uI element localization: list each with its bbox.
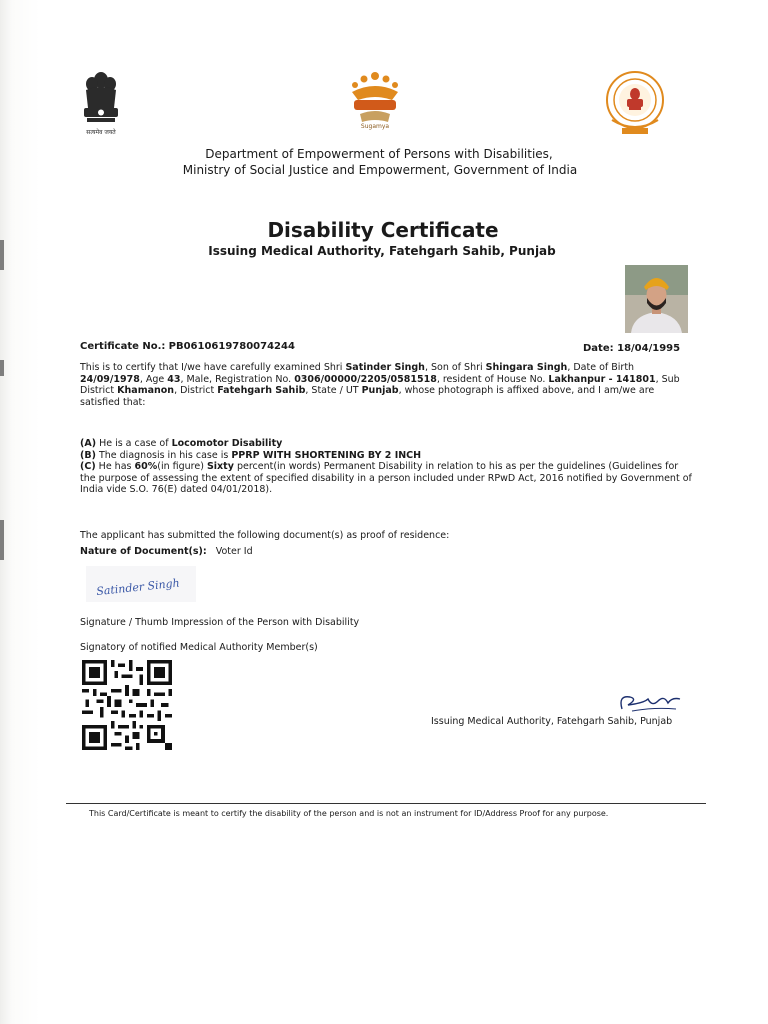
state-seal-logo — [602, 70, 668, 138]
qr-code — [78, 660, 176, 750]
applicant-signature — [86, 566, 196, 602]
svg-text:Sugamya: Sugamya — [360, 123, 390, 130]
scan-edge-mark — [0, 360, 4, 376]
svg-text:सत्यमेव जयते: सत्यमेव जयते — [86, 129, 116, 136]
signatory-caption: Signatory of notified Medical Authority Member(s) — [80, 642, 318, 653]
department-line-1: Department of Empowerment of Persons with Disabilities, — [205, 147, 553, 161]
certificate-number: Certificate No.: PB0610619780074244 — [80, 341, 295, 352]
footer-disclaimer: This Card/Certificate is meant to certify the disability of the person and is not an instrument for ID/Address Proof for any purpose. — [89, 809, 609, 818]
authority-signature — [614, 689, 690, 717]
footer-divider — [66, 803, 706, 804]
document-nature: Nature of Document(s): Voter Id — [80, 546, 253, 557]
certification-paragraph: This is to certify that I/we have carefully examined Shri Satinder Singh, Son of Shri Shingara Singh, Date of Birth 24/09/1978, Age 43, Male, Registration No. 0306/00000/2205/0581518, resident of House No. Lakhanpur - 141801, Sub District Khamanon, District Fatehgarh Sahib, State / UT Punjab, whose photograph is affixed above, and I am/we are satisfied that: — [80, 362, 680, 408]
certificate-date-value: 18/04/1995 — [617, 343, 681, 354]
sugamya-bharat-logo — [340, 70, 410, 130]
disability-percent-line: (C) He has 60%(in figure) Sixty percent(in words) Permanent Disability in relation to his as per the guidelines (Guidelines for the purpose of assessing the extent of specified disability in a person included under RPwD Act, 2016 notified by Government of India vide S.O. 76(E) dated 04/01/2018). — [80, 461, 692, 495]
certificate-title: Disability Certificate — [267, 218, 499, 242]
document-nature-value: Voter Id — [215, 546, 253, 557]
certificate-number-value: PB0610619780074244 — [168, 341, 295, 352]
disability-type-line: (A) He is a case of Locomotor Disability — [80, 438, 283, 449]
applicant-photo — [625, 265, 688, 333]
diagnosis-line: (B) The diagnosis in his case is PPRP WITH SHORTENING BY 2 INCH — [80, 449, 422, 461]
person-signature-caption: Signature / Thumb Impression of the Person with Disability — [80, 617, 360, 628]
scan-edge-mark — [0, 520, 4, 560]
authority-caption: Issuing Medical Authority, Fatehgarh Sahib, Punjab — [431, 716, 673, 727]
department-line-2: Ministry of Social Justice and Empowerment, Government of India — [182, 163, 578, 177]
residence-proof-text: The applicant has submitted the following document(s) as proof of residence: — [80, 530, 450, 541]
national-emblem-logo — [78, 68, 124, 140]
disability-details — [80, 438, 692, 496]
certificate-date: Date: 18/04/1995 — [583, 343, 681, 354]
issuing-authority-subtitle: Issuing Medical Authority, Fatehgarh Sahib, Punjab — [208, 244, 556, 258]
svg-text:Satinder Singh: Satinder Singh — [95, 576, 181, 599]
